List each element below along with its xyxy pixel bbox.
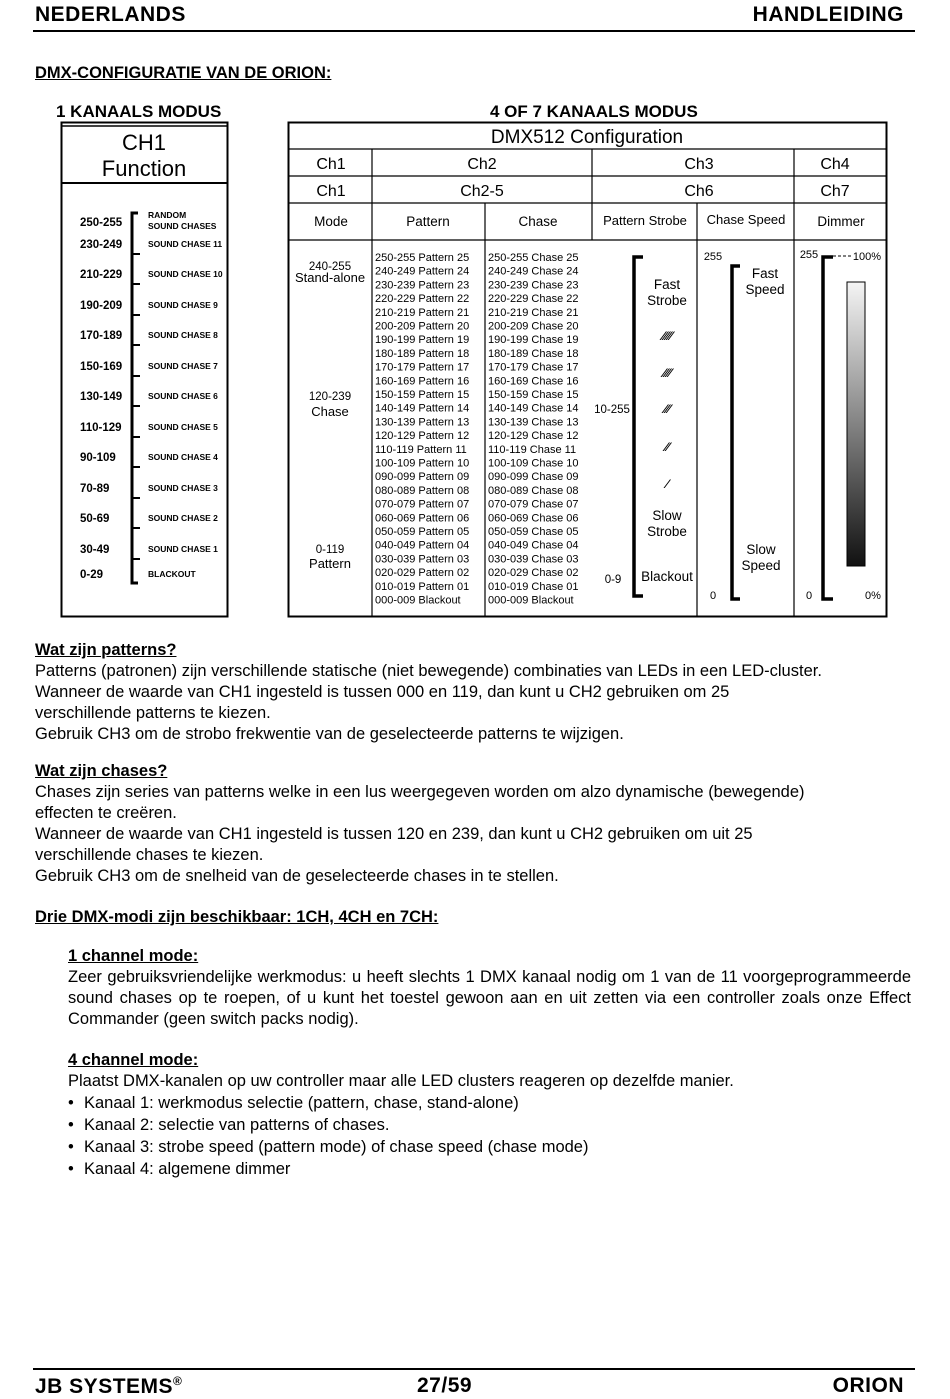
ch1-label: SOUND CHASE 10 (148, 269, 223, 279)
strobe-range-low: 0-9 (604, 574, 622, 586)
patterns-line-3: verschillende patterns te kiezen. (35, 704, 271, 722)
pattern-item: 100-109 Pattern 10 (375, 457, 470, 470)
ch1-range: 130-149 (80, 391, 123, 403)
footer-brand (35, 1374, 182, 1399)
pattern-item: 140-149 Pattern 14 (375, 402, 470, 415)
chases-line-3: Wanneer de waarde van CH1 ingesteld is tussen 120 en 239, dan kunt u CH2 gebruiken om uit 25 (35, 825, 753, 843)
ch1-label: SOUND CHASE 8 (148, 330, 218, 340)
chase-item: 140-149 Chase 14 (488, 402, 579, 415)
chases-heading: Wat zijn chases? (35, 762, 168, 780)
modes-heading: Drie DMX-modi zijn beschikbaar: 1CH, 4CH en 7CH: (35, 908, 439, 926)
strobe-fast-2: Strobe (647, 293, 687, 308)
mode-chase: Chase (311, 404, 349, 419)
chase-item: 010-019 Chase 01 (488, 580, 579, 593)
chase-item: 250-255 Chase 25 (488, 252, 579, 264)
pattern-item: 070-079 Pattern 07 (375, 498, 470, 511)
footer-rule (33, 1368, 915, 1370)
chase-item: 100-109 Chase 10 (488, 457, 579, 470)
bullet-kanaal-4: • Kanaal 4: algemene dimmer (68, 1158, 911, 1180)
pattern-item: 150-159 Pattern 15 (375, 389, 470, 401)
pattern-item: 210-219 Pattern 21 (375, 306, 470, 319)
speed-bottom: 0 (709, 590, 717, 602)
speed-bracket (732, 266, 740, 599)
chase-item: 210-219 Chase 21 (488, 306, 579, 319)
chase-item: 030-039 Chase 03 (488, 553, 579, 566)
ch1-range: 30-49 (80, 544, 110, 556)
header-left: NEDERLANDS (35, 3, 186, 26)
chase-item: 170-179 Chase 17 (488, 361, 579, 374)
ch1-function-table (60, 121, 230, 618)
ch1-range: 190-209 (80, 300, 123, 312)
header-right: HANDLEIDING (752, 3, 904, 26)
ch1-label: SOUND CHASE 11 (148, 239, 223, 249)
four-ch-intro: Plaatst DMX-kanalen op uw controller maar alle LED clusters reageren op dezelfde manier. (68, 1072, 734, 1090)
pattern-item: 220-229 Pattern 22 (375, 293, 470, 306)
pattern-item: 200-209 Pattern 20 (375, 320, 470, 333)
patterns-line-4: Gebruik CH3 om de strobo frekwentie van de geselecteerde patterns te wijzigen. (35, 725, 624, 743)
chase-item: 120-129 Chase 12 (488, 430, 579, 443)
mode-pattern: Pattern (309, 556, 351, 571)
ch1-rows (80, 210, 223, 583)
strobe-icon-5: ⁄⁄⁄⁄⁄ (661, 329, 673, 343)
row4-ch2: Ch2 (467, 156, 497, 173)
chase-item: 060-069 Chase 06 (488, 512, 579, 525)
ch1-subtitle: Function (101, 156, 187, 181)
strobe-icon-3: ⁄⁄⁄ (663, 402, 671, 416)
pattern-item: 160-169 Pattern 16 (375, 375, 470, 388)
dimmer-bottom-pct: 0% (865, 590, 881, 602)
pattern-item: 170-179 Pattern 17 (375, 361, 470, 374)
pattern-item: 240-249 Pattern 24 (375, 265, 470, 278)
chase-item: 150-159 Chase 15 (488, 389, 579, 401)
func-pattern-strobe: Pattern Strobe (603, 213, 687, 228)
func-chase-speed: Chase Speed (706, 212, 786, 227)
ch1-range: 230-249 (80, 239, 123, 251)
patterns-line-1: Patterns (patronen) zijn verschillende statische (niet bewegende) combinaties van LEDs in een LED-cluster. (35, 662, 822, 680)
ch1-range: 210-229 (80, 269, 123, 281)
bullet-kanaal-1: • Kanaal 1: werkmodus selectie (pattern, chase, stand-alone) (68, 1092, 911, 1114)
func-dimmer: Dimmer (817, 214, 865, 229)
label-four-seven: 4 OF 7 KANAALS MODUS (490, 102, 698, 121)
pattern-item: 250-255 Pattern 25 (375, 252, 470, 264)
dmx512-table (287, 121, 889, 618)
pattern-item: 130-139 Pattern 13 (375, 416, 470, 429)
footer-brand-text: JB SYSTEMS (35, 1375, 174, 1398)
ch1-label: RANDOM (148, 210, 187, 220)
chase-item: 220-229 Chase 22 (488, 293, 579, 306)
ch1-label: SOUND CHASE 9 (148, 300, 218, 310)
ch1-range: 70-89 (80, 483, 110, 495)
ch1-range: 90-109 (80, 452, 116, 464)
speed-top: 255 (703, 251, 723, 263)
chase-item: 080-089 Chase 08 (488, 484, 579, 497)
one-ch-heading: 1 channel mode: (68, 947, 199, 965)
pattern-item: 040-049 Pattern 04 (375, 539, 470, 552)
ch1-range: 50-69 (80, 513, 110, 525)
dimmer-top-pct: 100% (852, 251, 882, 263)
func-pattern: Pattern (406, 214, 450, 229)
dmx-title: DMX512 Configuration (490, 127, 684, 148)
speed-slow-2: Speed (741, 558, 781, 573)
chases-line-2: effecten te creëren. (35, 804, 177, 822)
ch1-range: 110-129 (80, 422, 122, 434)
pattern-item: 060-069 Pattern 06 (375, 512, 470, 525)
header-rule (33, 30, 915, 32)
pattern-item: 050-059 Pattern 05 (375, 526, 470, 538)
ch1-label: SOUND CHASE 2 (148, 513, 218, 523)
label-one-channel: 1 KANAALS MODUS (56, 102, 222, 121)
pattern-item: 030-039 Pattern 03 (375, 553, 470, 566)
ch1-label-2: SOUND CHASES (148, 221, 217, 231)
row7-ch7: Ch7 (820, 183, 850, 200)
dimmer-gradient-bar (847, 282, 865, 566)
ch1-range: 250-255 (80, 217, 123, 229)
mode-chase-range: 120-239 (308, 391, 352, 403)
chase-item: 070-079 Chase 07 (488, 498, 579, 511)
strobe-fast-1: Fast (653, 277, 681, 292)
bullet-kanaal-2: • Kanaal 2: selectie van patterns of chases. (68, 1114, 911, 1136)
speed-fast-2: Speed (745, 282, 785, 297)
strobe-slow-2: Strobe (647, 524, 687, 539)
row4-ch4: Ch4 (820, 156, 850, 173)
chase-item: 130-139 Chase 13 (488, 416, 579, 429)
chase-item: 040-049 Chase 04 (488, 539, 579, 552)
func-chase: Chase (518, 214, 558, 229)
strobe-icon-4: ⁄⁄⁄⁄ (662, 366, 672, 380)
ch1-label: BLACKOUT (148, 569, 196, 579)
section-title: DMX-CONFIGURATIE VAN DE ORION: (35, 64, 332, 82)
strobe-blackout: Blackout (641, 569, 693, 584)
chase-item: 200-209 Chase 20 (488, 320, 579, 333)
strobe-slow-1: Slow (652, 508, 682, 523)
pattern-list (375, 252, 469, 607)
dimmer-bracket (823, 257, 833, 599)
patterns-line-2: Wanneer de waarde van CH1 ingesteld is tussen 000 en 119, dan kunt u CH2 gebruiken om 25 (35, 683, 730, 701)
pattern-item: 230-239 Pattern 23 (375, 279, 470, 292)
ch1-label: SOUND CHASE 4 (148, 452, 218, 462)
chase-item: 190-199 Chase 19 (488, 334, 579, 347)
patterns-section (35, 640, 915, 745)
ch1-label: SOUND CHASE 5 (148, 422, 218, 432)
dimmer-top: 255 (799, 249, 819, 261)
pattern-item: 110-119 Pattern 11 (375, 443, 467, 456)
ch1-label: SOUND CHASE 3 (148, 483, 218, 493)
chase-item: 090-099 Chase 09 (488, 471, 579, 484)
pattern-item: 010-019 Pattern 01 (375, 580, 470, 593)
four-channel-section (68, 1050, 911, 1180)
row4-ch3: Ch3 (684, 156, 714, 173)
pattern-item: 190-199 Pattern 19 (375, 334, 470, 347)
chase-item: 240-249 Chase 24 (488, 265, 579, 278)
ch1-label: SOUND CHASE 6 (148, 391, 218, 401)
mode-standalone: Stand-alone (294, 270, 366, 285)
strobe-icon-1: ⁄ (665, 477, 669, 491)
ch1-range: 150-169 (80, 361, 123, 373)
row7-ch6: Ch6 (684, 183, 714, 200)
pattern-item: 120-129 Pattern 12 (375, 430, 470, 443)
ch1-title: CH1 (121, 130, 167, 155)
chase-item: 180-189 Chase 18 (488, 347, 579, 360)
row4-ch1: Ch1 (316, 156, 346, 173)
chase-item: 050-059 Chase 05 (488, 526, 579, 538)
strobe-bracket (634, 257, 643, 596)
patterns-heading: Wat zijn patterns? (35, 641, 177, 659)
chases-line-5: Gebruik CH3 om de snelheid van de geselecteerde chases in te stellen. (35, 867, 559, 885)
mode-standalone-range: 240-255 (308, 261, 352, 273)
four-ch-bullets (68, 1092, 911, 1180)
one-ch-text: Zeer gebruiksvriendelijke werkmodus: u heeft slechts 1 DMX kanaal nodig om 1 van de 11 voorgeprogrammeerde sound chases op te roepen, of u kunt het toestel gewoon aan en uit zetten via een controller zoals onze Effect Commander (geen switch packs nodig). (68, 968, 911, 1028)
speed-fast-1: Fast (751, 266, 779, 281)
one-channel-section (68, 946, 911, 1030)
chase-item: 000-009 Blackout (488, 594, 574, 607)
row7-ch2-5: Ch2-5 (460, 183, 504, 200)
func-mode: Mode (314, 214, 348, 229)
ch1-label: SOUND CHASE 7 (148, 361, 218, 371)
chase-item: 020-029 Chase 02 (488, 567, 579, 580)
pattern-item: 080-089 Pattern 08 (375, 484, 470, 497)
chase-item: 160-169 Chase 16 (488, 375, 579, 388)
pattern-item: 020-029 Pattern 02 (375, 567, 470, 580)
pattern-item: 000-009 Blackout (375, 594, 461, 607)
dimmer-bottom: 0 (805, 590, 813, 602)
footer-reg: ® (173, 1374, 183, 1388)
four-ch-heading: 4 channel mode: (68, 1051, 199, 1069)
mode-pattern-range: 0-119 (315, 544, 345, 556)
chase-item: 230-239 Chase 23 (488, 279, 579, 292)
chase-list (488, 252, 579, 607)
chase-item: 110-119 Chase 11 (488, 443, 577, 456)
strobe-icon-2: ⁄⁄ (664, 440, 670, 454)
row7-ch1: Ch1 (316, 183, 346, 200)
speed-slow-1: Slow (746, 542, 776, 557)
footer-page: 27/59 (417, 1374, 473, 1397)
chases-line-1: Chases zijn series van patterns welke in een lus weergegeven worden om alzo dynamische (bewegende) (35, 783, 805, 801)
pattern-item: 090-099 Pattern 09 (375, 471, 470, 484)
ch1-range: 0-29 (80, 569, 104, 581)
strobe-range-high: 10-255 (594, 404, 630, 416)
chases-line-4: verschillende chases te kiezen. (35, 846, 264, 864)
footer-product: ORION (832, 1374, 904, 1397)
ch1-label: SOUND CHASE 1 (148, 544, 218, 554)
chases-section (35, 761, 915, 887)
bullet-kanaal-3: • Kanaal 3: strobe speed (pattern mode) of chase speed (chase mode) (68, 1136, 911, 1158)
pattern-item: 180-189 Pattern 18 (375, 347, 470, 360)
ch1-range: 170-189 (80, 330, 123, 342)
